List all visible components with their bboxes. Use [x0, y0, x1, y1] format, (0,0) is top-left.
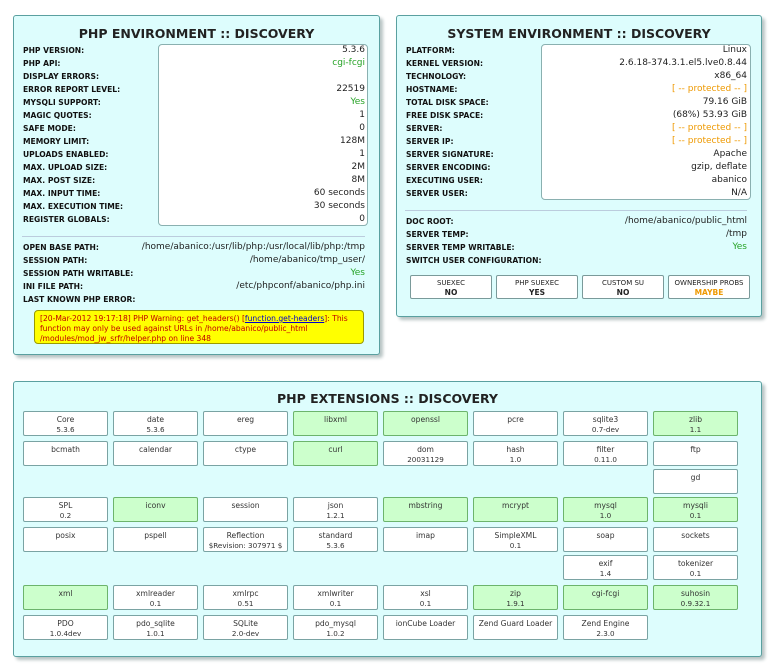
sys-free-disk-space-value: (68%) 53.93 GiB	[672, 110, 747, 120]
function-get-headers-link[interactable]: function.get-headers	[244, 314, 325, 323]
extension-name: xml	[58, 589, 73, 598]
extension-name: libxml	[323, 415, 348, 424]
extension-version: 0.1	[149, 599, 162, 608]
extension-zend-engine	[563, 615, 648, 640]
extension-posix	[23, 527, 108, 552]
sys-technology-value: x86_64	[714, 71, 747, 81]
extension-name: date	[146, 415, 165, 424]
php-session-path-writable-value: Yes	[350, 268, 365, 278]
php-php-version-label: PHP VERSION:	[23, 46, 85, 55]
extension-sqlite3	[563, 411, 648, 436]
php-max-post-size-label: MAX. POST SIZE:	[23, 176, 96, 185]
php-extensions-panel	[13, 381, 762, 657]
extension-json	[293, 497, 378, 522]
extension-name: pdo_sqlite	[136, 619, 175, 628]
extension-name: zlib	[688, 415, 703, 424]
extension-version: 0.2	[59, 511, 72, 520]
extension-version: 1.0	[599, 511, 612, 520]
php-max-upload-size-value: 2M	[351, 162, 365, 172]
extension-name: imap	[416, 531, 435, 540]
extension-name: SQLite	[233, 619, 258, 628]
extension-version: 1.4	[599, 569, 612, 578]
extension-name: pspell	[144, 531, 167, 540]
su-value: NO	[444, 288, 458, 297]
extension-exif	[563, 555, 648, 580]
extension-ctype	[203, 441, 288, 466]
extension-xmlrpc	[203, 585, 288, 610]
system-environment-title: SYSTEM ENVIRONMENT :: DISCOVERY	[447, 26, 711, 41]
php-mysqli-support-label: MYSQLI SUPPORT:	[23, 98, 101, 107]
extension-mcrypt	[473, 497, 558, 522]
extension-tokenizer	[653, 555, 738, 580]
extension-name: ftp	[690, 445, 701, 454]
su-label: OWNERSHIP PROBS	[674, 279, 744, 287]
php-php-api-value: cgi-fcgi	[332, 58, 365, 68]
extension-name: openssl	[411, 415, 440, 424]
extension-name: ctype	[234, 445, 257, 454]
sys-server-signature-label: SERVER SIGNATURE:	[406, 150, 494, 159]
php-max-input-time-label: MAX. INPUT TIME:	[23, 189, 101, 198]
sys-server-user-label: SERVER USER:	[406, 189, 468, 198]
extension-gd	[653, 469, 738, 494]
extension-zip	[473, 585, 558, 610]
php-ini-file-path-value: /etc/phpconf/abanico/php.ini	[236, 281, 365, 291]
php-error-message	[34, 310, 364, 344]
sys-platform-value: Linux	[722, 45, 747, 55]
extension-version: 5.3.6	[56, 425, 75, 434]
extension-soap	[563, 527, 648, 552]
extension-name: dom	[417, 445, 434, 454]
extension-version: 0.1	[689, 569, 702, 578]
extension-version: 2.3.0	[596, 629, 615, 638]
extension-cgi-fcgi	[563, 585, 648, 610]
su-label: CUSTOM SU	[601, 279, 645, 287]
extension-name: Zend Engine	[581, 619, 630, 628]
extension-name: posix	[55, 531, 76, 540]
extension-version: 0.1	[509, 541, 522, 550]
extension-version: 0.1	[419, 599, 432, 608]
php-memory-limit-label: MEMORY LIMIT:	[23, 137, 90, 146]
extension-version: 20031129	[407, 455, 444, 464]
extension-bcmath	[23, 441, 108, 466]
php-max-post-size-value: 8M	[351, 175, 365, 185]
extension-curl	[293, 441, 378, 466]
extension-name: zip	[510, 589, 521, 598]
extension-pdo	[23, 615, 108, 640]
extension-name: mcrypt	[502, 501, 529, 510]
extension-name: ereg	[236, 415, 255, 424]
sys-server-temp-writable-value: Yes	[732, 242, 747, 252]
extension-name: SPL	[58, 501, 73, 510]
extension-xsl	[383, 585, 468, 610]
system-environment-panel	[396, 15, 762, 317]
extension-name: Core	[56, 415, 75, 424]
su-custom-su-box	[582, 275, 664, 299]
extension-name: session	[231, 501, 260, 510]
extension-name: PDO	[57, 619, 74, 628]
divider	[405, 210, 747, 211]
php-display-errors-label: DISPLAY ERRORS:	[23, 72, 99, 81]
extension-date	[113, 411, 198, 436]
extension-name: iconv	[145, 501, 166, 510]
php-php-api-label: PHP API:	[23, 59, 61, 68]
extension-name: sqlite3	[592, 415, 619, 424]
sys-server-ip-label: SERVER IP:	[406, 137, 454, 146]
extension-mysql	[563, 497, 648, 522]
php-ini-file-path-label: INI FILE PATH:	[23, 282, 84, 291]
sys-doc-root-label: DOC ROOT:	[406, 217, 454, 226]
extension-name: mbstring	[408, 501, 443, 510]
extension-suhosin	[653, 585, 738, 610]
extension-sockets	[653, 527, 738, 552]
php-values-box	[158, 44, 368, 226]
php-safe-mode-label: SAFE MODE:	[23, 124, 76, 133]
sys-total-disk-space-label: TOTAL DISK SPACE:	[406, 98, 489, 107]
extension-version: 1.0.4dev	[49, 629, 82, 638]
php-memory-limit-value: 128M	[340, 136, 365, 146]
extension-ereg	[203, 411, 288, 436]
extension-xml	[23, 585, 108, 610]
php-php-version-value: 5.3.6	[342, 45, 365, 55]
sys-executing-user-value: abanico	[711, 175, 747, 185]
extension-name: mysqli	[683, 501, 708, 510]
php-register-globals-value: 0	[359, 214, 365, 224]
sys-server-encoding-label: SERVER ENCODING:	[406, 163, 491, 172]
extension-version: 5.3.6	[326, 541, 345, 550]
sys-server-user-value: N/A	[731, 188, 747, 198]
extension-hash	[473, 441, 558, 466]
php-environment-title: PHP ENVIRONMENT :: DISCOVERY	[78, 26, 315, 41]
su-value: NO	[616, 288, 630, 297]
extension-version: 1.1	[689, 425, 702, 434]
extension-name: suhosin	[680, 589, 711, 598]
extension-ftp	[653, 441, 738, 466]
extension-version: 0.9.32.1	[680, 599, 711, 608]
extension-reflection	[203, 527, 288, 552]
extension-name: bcmath	[51, 445, 80, 454]
extension-name: curl	[328, 445, 343, 454]
php-mysqli-support-value: Yes	[350, 97, 365, 107]
extension-simplexml	[473, 527, 558, 552]
php-session-path-writable-label: SESSION PATH WRITABLE:	[23, 269, 134, 278]
sys-doc-root-value: /home/abanico/public_html	[624, 216, 747, 226]
php-magic-quotes-label: MAGIC QUOTES:	[23, 111, 92, 120]
extension-calendar	[113, 441, 198, 466]
extension-imap	[383, 527, 468, 552]
su-label: PHP SUEXEC	[514, 279, 560, 287]
error-text-end: ]: This function may only be used against URLs in /home/abanico/public_html /modules/mod_jw_srfr/helper.php on line 348	[40, 314, 348, 343]
php-open-base-path-value: /home/abanico:/usr/lib/php:/usr/local/lib/php:/tmp	[141, 242, 365, 252]
su-label: SUEXEC	[436, 279, 466, 287]
php-max-execution-time-label: MAX. EXECUTION TIME:	[23, 202, 124, 211]
extension-pcre	[473, 411, 558, 436]
su-php-suexec-box	[496, 275, 578, 299]
sys-hostname-value: [ -- protected -- ]	[672, 84, 747, 94]
extension-name: hash	[506, 445, 525, 454]
sys-server-value: [ -- protected -- ]	[672, 123, 747, 133]
extension-name: ionCube Loader	[395, 619, 456, 628]
su-ownership-probs-box	[668, 275, 750, 299]
extension-version: 0.51	[237, 599, 254, 608]
extension-spl	[23, 497, 108, 522]
sys-hostname-label: HOSTNAME:	[406, 85, 458, 94]
sys-server-temp-value: /tmp	[725, 229, 747, 239]
php-open-base-path-label: OPEN BASE PATH:	[23, 243, 99, 252]
extension-name: xmlwriter	[317, 589, 354, 598]
extension-xmlreader	[113, 585, 198, 610]
php-uploads-enabled-label: UPLOADS ENABLED:	[23, 150, 109, 159]
extension-xmlwriter	[293, 585, 378, 610]
su-value: MAYBE	[694, 288, 724, 297]
extension-name: Reflection	[226, 531, 265, 540]
su-value: YES	[529, 288, 545, 297]
extension-name: xmlrpc	[232, 589, 259, 598]
sys-server-signature-value: Apache	[713, 149, 747, 159]
extension-name: pdo_mysql	[315, 619, 356, 628]
php-magic-quotes-value: 1	[359, 110, 365, 120]
extension-mysqli	[653, 497, 738, 522]
php-max-upload-size-label: MAX. UPLOAD SIZE:	[23, 163, 108, 172]
extension-version: 0.11.0	[594, 455, 617, 464]
sys-kernel-version-value: 2.6.18-374.3.1.el5.lve0.8.44	[619, 58, 747, 68]
extension-name: cgi-fcgi	[591, 589, 620, 598]
php-error-report-level-value: 22519	[336, 84, 365, 94]
extension-name: Zend Guard Loader	[478, 619, 553, 628]
extension-name: calendar	[138, 445, 173, 454]
extension-version: 1.2.1	[326, 511, 345, 520]
php-environment-panel	[13, 15, 380, 355]
extension-name: pcre	[507, 415, 524, 424]
extension-openssl	[383, 411, 468, 436]
extension-name: json	[327, 501, 344, 510]
php-session-path-label: SESSION PATH:	[23, 256, 88, 265]
extension-sqlite	[203, 615, 288, 640]
sys-kernel-version-label: KERNEL VERSION:	[406, 59, 483, 68]
extension-name: xsl	[420, 589, 431, 598]
extension-name: gd	[690, 473, 701, 482]
sys-free-disk-space-label: FREE DISK SPACE:	[406, 111, 484, 120]
extension-ioncube-loader	[383, 615, 468, 640]
extension-core	[23, 411, 108, 436]
sys-server-ip-value: [ -- protected -- ]	[672, 136, 747, 146]
extension-version: 0.7-dev	[591, 425, 620, 434]
php-uploads-enabled-value: 1	[359, 149, 365, 159]
extension-version: 1.0	[509, 455, 522, 464]
extension-pdo-mysql	[293, 615, 378, 640]
extension-name: SimpleXML	[494, 531, 537, 540]
php-last-known-php-error-label: LAST KNOWN PHP ERROR:	[23, 295, 136, 304]
extension-standard	[293, 527, 378, 552]
sys-server-encoding-value: gzip, deflate	[691, 162, 747, 172]
sys-server-label: SERVER:	[406, 124, 443, 133]
sys-server-temp-writable-label: SERVER TEMP WRITABLE:	[406, 243, 515, 252]
extension-version: 1.0.2	[326, 629, 345, 638]
extension-version: 0.1	[329, 599, 342, 608]
su-suexec-box	[410, 275, 492, 299]
extension-name: exif	[598, 559, 613, 568]
extension-name: standard	[318, 531, 353, 540]
extension-version: $Revision: 307971 $	[208, 541, 283, 550]
extension-name: filter	[596, 445, 615, 454]
php-safe-mode-value: 0	[359, 123, 365, 133]
extension-name: mysql	[594, 501, 617, 510]
php-extensions-title: PHP EXTENSIONS :: DISCOVERY	[277, 391, 498, 406]
extension-name: tokenizer	[677, 559, 714, 568]
extension-name: xmlreader	[136, 589, 175, 598]
php-max-input-time-value: 60 seconds	[313, 188, 365, 198]
extension-version: 1.0.1	[146, 629, 165, 638]
php-session-path-value: /home/abanico/tmp_user/	[249, 255, 365, 265]
sys-technology-label: TECHNOLOGY:	[406, 72, 467, 81]
sys-platform-label: PLATFORM:	[406, 46, 455, 55]
extension-pspell	[113, 527, 198, 552]
extension-libxml	[293, 411, 378, 436]
extension-version: 2.0-dev	[231, 629, 260, 638]
sys-executing-user-label: EXECUTING USER:	[406, 176, 483, 185]
extension-dom	[383, 441, 468, 466]
extension-version: 0.1	[689, 511, 702, 520]
extension-filter	[563, 441, 648, 466]
extension-zend-guard-loader	[473, 615, 558, 640]
extension-version: 1.9.1	[506, 599, 525, 608]
extension-name: soap	[596, 531, 615, 540]
extension-version: 5.3.6	[146, 425, 165, 434]
php-register-globals-label: REGISTER GLOBALS:	[23, 215, 110, 224]
extension-pdo-sqlite	[113, 615, 198, 640]
extension-mbstring	[383, 497, 468, 522]
error-text-start: [20-Mar-2012 19:17:18] PHP Warning: get_headers() [	[40, 314, 245, 323]
sys-switch-user-configuration-label: SWITCH USER CONFIGURATION:	[406, 256, 542, 265]
extension-name: sockets	[681, 531, 710, 540]
sys-total-disk-space-value: 79.16 GiB	[702, 97, 747, 107]
extension-zlib	[653, 411, 738, 436]
php-max-execution-time-value: 30 seconds	[313, 201, 365, 211]
extension-session	[203, 497, 288, 522]
divider	[22, 236, 365, 237]
sys-server-temp-label: SERVER TEMP:	[406, 230, 469, 239]
php-error-report-level-label: ERROR REPORT LEVEL:	[23, 85, 121, 94]
extension-iconv	[113, 497, 198, 522]
